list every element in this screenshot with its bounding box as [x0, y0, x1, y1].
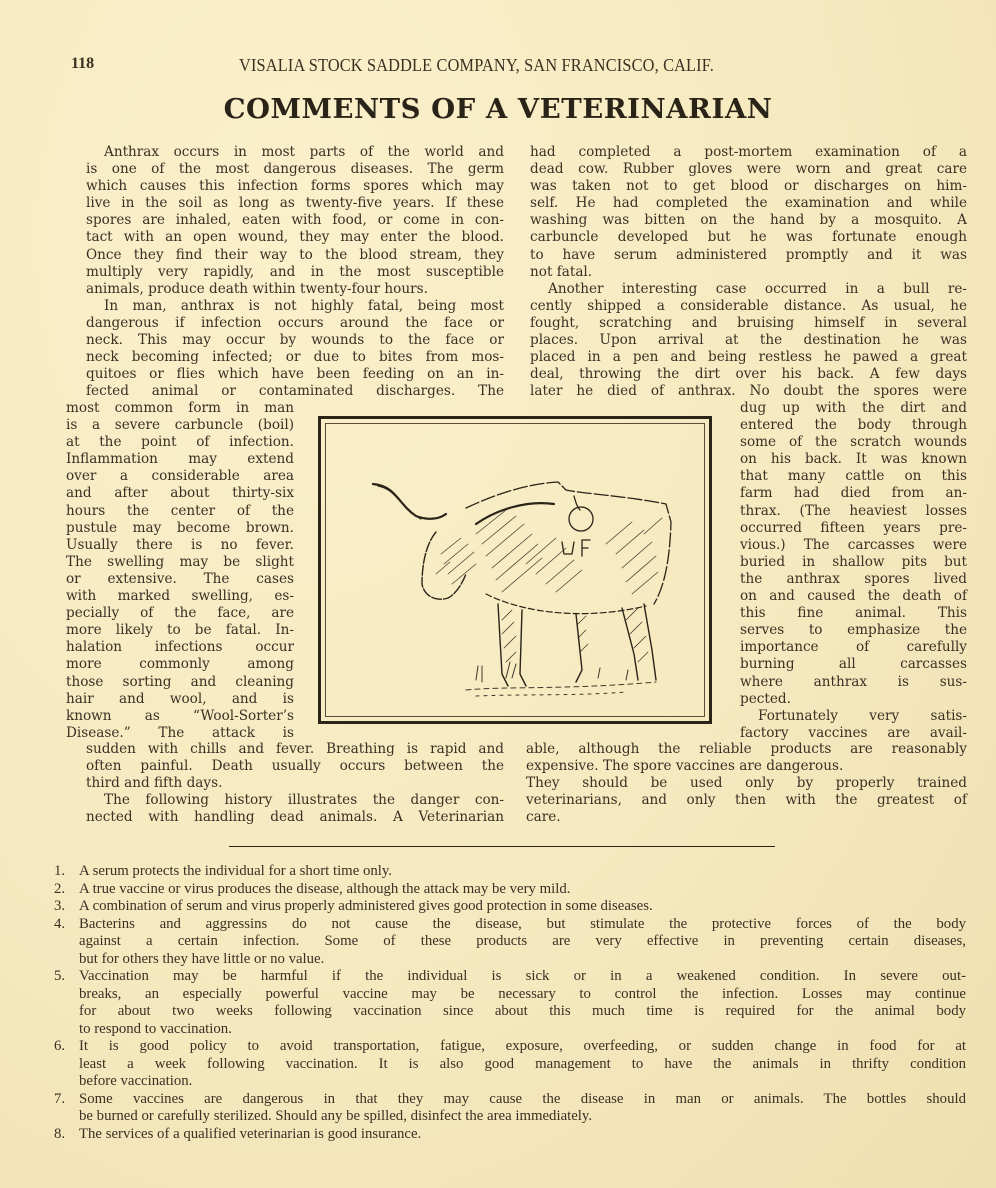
text-line: often painful. Death usually occurs between the — [86, 758, 504, 775]
list-item-text: Vaccination may be harmful if the individual is sick or in a weakened condition. In severe out- — [79, 968, 966, 984]
column-right-bottom — [526, 741, 967, 826]
text-line: The swelling may be slight — [66, 553, 294, 570]
text-line: those sorting and cleaning — [66, 673, 294, 690]
longhorn-bull-drawing — [326, 424, 710, 722]
text-line: the anthrax spores lived — [740, 570, 967, 587]
text-line: multiply very rapidly, and in the most susceptible — [86, 263, 504, 280]
column-left-wrap — [66, 400, 294, 742]
text-line: on his back. It was known — [740, 451, 967, 468]
text-line: importance of carefully — [740, 639, 967, 656]
list-item-text: It is good policy to avoid transportation, fatigue, exposure, overfeeding, or sudden change in food for at — [79, 1038, 966, 1054]
text-line: thrax. (The heaviest losses — [740, 502, 967, 519]
list-item — [54, 863, 966, 881]
text-line: that many cattle on this — [740, 468, 967, 485]
text-line: neck. This may occur by wounds to the face or — [86, 332, 504, 349]
text-line: known as “Wool-Sorter’s — [66, 707, 294, 724]
text-line: to have serum administered promptly and it was — [530, 246, 967, 263]
list-item — [54, 916, 966, 969]
text-line: and after about thirty-six — [66, 485, 294, 502]
text-line: halation infections occur — [66, 639, 294, 656]
text-line: serves to emphasize the — [740, 622, 967, 639]
list-item-text: for about two weeks following vaccination since about this much time is required for the animal body — [79, 1003, 966, 1019]
text-line: was taken not to get blood or discharges on him- — [530, 178, 967, 195]
list-item-text: The services of a qualified veterinarian is good insurance. — [79, 1125, 422, 1142]
list-item — [54, 1091, 966, 1126]
text-line: most common form in man — [66, 400, 294, 416]
list-item-text: A combination of serum and virus properly administered gives good protection in some diseases. — [79, 898, 653, 914]
text-line: buried in shallow pits but — [740, 553, 967, 570]
text-line: spores are inhaled, eaten with food, or come in con- — [86, 212, 504, 229]
text-line: Disease.” The attack is — [66, 724, 294, 741]
list-item-number: 8. — [54, 1125, 66, 1142]
list-item-text: to respond to vaccination. — [79, 1020, 232, 1037]
text-line: is one of the most dangerous diseases. The germ — [86, 161, 504, 178]
text-line: Fortunately very satis- — [758, 707, 967, 724]
text-line: later he died of anthrax. No doubt the spores were — [530, 383, 967, 400]
text-line: deal, throwing the dirt over his back. A few days — [530, 366, 967, 383]
text-line: Another interesting case occurred in a bull re- — [548, 280, 967, 297]
text-line: this fine animal. This — [740, 605, 967, 622]
list-item-text: A true vaccine or virus produces the disease, although the attack may be very mild. — [79, 880, 571, 897]
page-header — [0, 55, 996, 79]
text-line: self. He had completed the examination and while — [530, 195, 967, 212]
text-line: farm had died from an- — [740, 485, 967, 502]
list-item-number: 2. — [54, 880, 66, 897]
list-item-text: A serum protects the individual for a short time only. — [79, 863, 393, 879]
text-line: entered the body through — [740, 417, 967, 434]
text-line: cently shipped a considerable distance. As usual, he — [530, 297, 967, 314]
text-line: places. Upon arrival at the destination he was — [530, 332, 967, 349]
text-line: pustule may become brown. — [66, 519, 294, 536]
text-line: In man, anthrax is not highly fatal, being most — [104, 297, 504, 314]
list-item-number: 3. — [54, 898, 66, 914]
text-line: with marked swelling, es- — [66, 588, 294, 605]
text-line: hours the center of the — [66, 502, 294, 519]
text-line: Anthrax occurs in most parts of the world and — [104, 144, 504, 160]
text-line: which causes this infection forms spores which may — [86, 178, 504, 195]
text-line: occurred fifteen years pre- — [740, 519, 967, 536]
text-line: Usually there is no fever. — [66, 536, 294, 553]
list-item — [54, 968, 966, 1038]
text-line: is a severe carbuncle (boil) — [66, 417, 294, 434]
text-line: nected with handling dead animals. A Veterinarian — [86, 809, 504, 826]
text-line: where anthrax is sus- — [740, 673, 967, 690]
list-item-number: 7. — [54, 1090, 66, 1107]
text-line: placed in a pen and being restless he pawed a great — [530, 349, 967, 366]
page-number: 118 — [71, 55, 95, 72]
text-line: washing was bitten on the hand by a mosquito. A — [530, 212, 967, 229]
text-line: some of the scratch wounds — [740, 434, 967, 451]
list-item — [54, 1038, 966, 1091]
text-line: third and fifth days. — [86, 775, 223, 792]
text-line: able, although the reliable products are reasonably — [526, 741, 967, 757]
list-item-text: least a week following vaccination. It is also good management to have the animals in thrifty condition — [79, 1055, 966, 1072]
column-left-bottom — [86, 741, 504, 826]
list-item-text: before vaccination. — [79, 1073, 193, 1089]
text-line: The following history illustrates the danger con- — [104, 792, 504, 809]
list-item-text: but for others they have little or no value. — [79, 950, 325, 967]
text-line: carbuncle developed but he was fortunate enough — [530, 229, 967, 246]
column-left-top — [86, 144, 504, 400]
text-line: neck becoming infected; or due to bites from mos- — [86, 349, 504, 366]
list-item-number: 6. — [54, 1038, 66, 1054]
list-item-text: Bacterins and aggressins do not cause the disease, but stimulate the protective forces of the body — [79, 915, 966, 932]
list-item-text: against a certain infection. Some of these products are very effective in preventing certain diseases, — [79, 933, 966, 949]
text-line: tact with an open wound, they may enter the blood. — [86, 229, 504, 246]
text-line: on and caused the death of — [740, 588, 967, 605]
text-line: vious.) The carcasses were — [740, 536, 967, 553]
column-right-top — [530, 144, 967, 400]
text-line: burning all carcasses — [740, 656, 967, 673]
illustration-frame — [325, 423, 705, 717]
bull-illustration — [318, 416, 712, 724]
text-line: Once they find their way to the blood stream, they — [86, 246, 504, 263]
text-line: over a considerable area — [66, 468, 294, 485]
text-line: quitoes or flies which have been feeding on an in- — [86, 366, 504, 383]
text-line: had completed a post-mortem examination of a — [530, 144, 967, 160]
text-line: fought, scratching and bruising himself in several — [530, 314, 967, 331]
text-line: fected animal or contaminated discharges. The — [86, 383, 504, 400]
text-line: pecially of the face, are — [66, 605, 294, 622]
text-line: dug up with the dirt and — [740, 400, 967, 416]
text-line: They should be used only by properly trained — [526, 775, 967, 792]
text-line: care. — [526, 809, 561, 826]
text-line: dead cow. Rubber gloves were worn and great care — [530, 161, 967, 178]
text-line: animals, produce death within twenty-four hours. — [86, 280, 428, 297]
text-line: hair and wool, and is — [66, 690, 294, 707]
text-line: veterinarians, and only then with the greatest of — [526, 792, 967, 809]
text-line: Inflammation may extend — [66, 451, 294, 468]
list-item — [54, 1126, 966, 1144]
list-item — [54, 898, 966, 916]
running-head: VISALIA STOCK SADDLE COMPANY, SAN FRANCISCO, CALIF. — [239, 55, 714, 75]
text-line: expensive. The spore vaccines are dangerous. — [526, 758, 844, 775]
list-item-number: 4. — [54, 915, 66, 932]
text-line: live in the soil as long as twenty-five years. If these — [86, 195, 504, 212]
text-line: or extensive. The cases — [66, 570, 294, 587]
text-line: more commonly among — [66, 656, 294, 673]
list-item-number: 5. — [54, 968, 66, 984]
list-item-text: be burned or carefully sterilized. Should any be spilled, disinfect the area immediately. — [79, 1108, 593, 1124]
section-divider — [229, 846, 775, 847]
list-item — [54, 881, 966, 899]
article-title: COMMENTS OF A VETERINARIAN — [223, 94, 773, 125]
text-line: pected. — [740, 690, 791, 707]
list-item-text: Some vaccines are dangerous in that they may cause the disease in man or animals. The bottles should — [79, 1090, 966, 1107]
list-item-text: breaks, an especially powerful vaccine may be necessary to control the infection. Losses may continue — [79, 985, 966, 1002]
text-line: not fatal. — [530, 263, 593, 280]
text-line: dangerous if infection occurs around the face or — [86, 314, 504, 331]
vaccination-notes-list — [54, 863, 966, 1143]
column-right-wrap — [740, 400, 967, 742]
text-line: more likely to be fatal. In- — [66, 622, 294, 639]
list-item-number: 1. — [54, 863, 66, 879]
text-line: at the point of infection. — [66, 434, 294, 451]
text-line: factory vaccines are avail- — [740, 724, 967, 741]
text-line: sudden with chills and fever. Breathing is rapid and — [86, 741, 504, 757]
